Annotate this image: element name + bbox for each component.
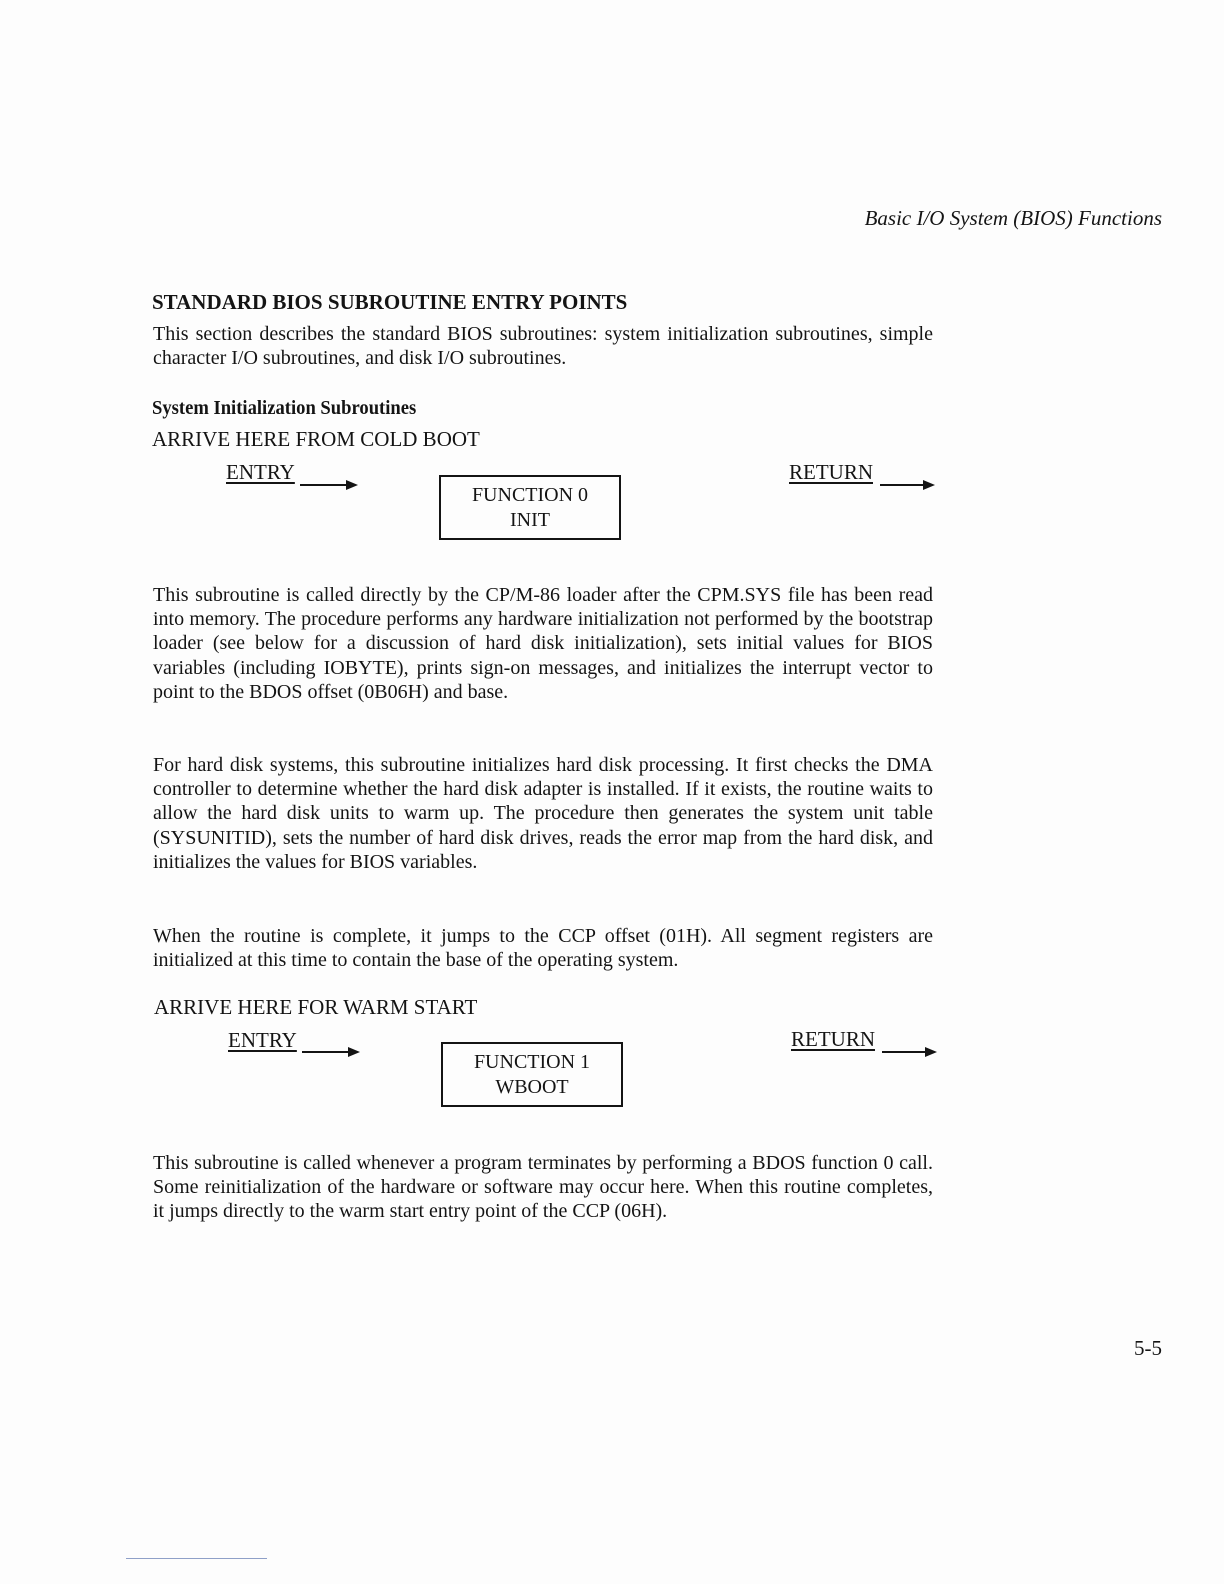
cold-boot-paragraph-2: For hard disk systems, this subroutine initializes hard disk processing. It first checks the DMA controller to determine whether the hard disk adapter is installed. If it exists, the routine waits to allow the hard disk units to warm up. The procedure then generates the system unit table (SYSUNITID), sets the number of hard disk drives, reads the error map from the hard disk, and initializes the values for BIOS variables. xyxy=(153,754,933,873)
warm-start-entry-label: ENTRY xyxy=(228,1028,297,1052)
cold-boot-function-box xyxy=(439,475,621,540)
warm-start-arrive-label: ARRIVE HERE FOR WARM START xyxy=(154,995,478,1019)
warm-start-function-number: FUNCTION 1 xyxy=(473,1050,591,1073)
section-title: STANDARD BIOS SUBROUTINE ENTRY POINTS xyxy=(152,290,628,314)
page-number: 5-5 xyxy=(1134,1336,1162,1360)
subsection-title: System Initialization Subroutines xyxy=(152,397,417,419)
running-header: Basic I/O System (BIOS) Functions xyxy=(864,206,1162,230)
cold-boot-arrive-label: ARRIVE HERE FROM COLD BOOT xyxy=(152,427,480,451)
cold-boot-return-arrow-icon xyxy=(880,484,932,486)
cold-boot-return-label: RETURN xyxy=(789,460,873,484)
cold-boot-function-name: INIT xyxy=(510,508,550,531)
warm-start-entry-arrow-icon xyxy=(302,1051,357,1053)
cold-boot-entry-label: ENTRY xyxy=(226,460,295,484)
warm-start-return-label: RETURN xyxy=(791,1027,875,1051)
cold-boot-entry-arrow-icon xyxy=(300,484,355,486)
warm-start-paragraph: This subroutine is called whenever a program terminates by performing a BDOS function 0 call. Some reinitialization of the hardware or software may occur here. When this routine completes, it jumps directly to the warm start entry point of the CCP (06H). xyxy=(153,1152,933,1223)
warm-start-function-name: WBOOT xyxy=(495,1075,569,1098)
cold-boot-paragraph-3: When the routine is complete, it jumps to the CCP offset (01H). All segment registers are initialized at this time to contain the base of the operating system. xyxy=(153,925,933,972)
warm-start-return-arrow-icon xyxy=(882,1051,934,1053)
cold-boot-paragraph-1: This subroutine is called directly by the CP/M-86 loader after the CPM.SYS file has been read into memory. The procedure performs any hardware initialization not performed by the bootstrap loader (see below for a discussion of hard disk initialization), sets initial values for BIOS variables (including IOBYTE), prints sign-on messages, and initializes the interrupt vector to point to the BDOS offset (0B06H) and base. xyxy=(153,584,933,703)
warm-start-function-box xyxy=(441,1042,623,1107)
cold-boot-function-number: FUNCTION 0 xyxy=(471,483,589,506)
section-intro: This section describes the standard BIOS subroutines: system initialization subroutines, simple character I/O subroutines, and disk I/O subroutines. xyxy=(153,323,933,370)
footer-rule xyxy=(126,1558,267,1559)
